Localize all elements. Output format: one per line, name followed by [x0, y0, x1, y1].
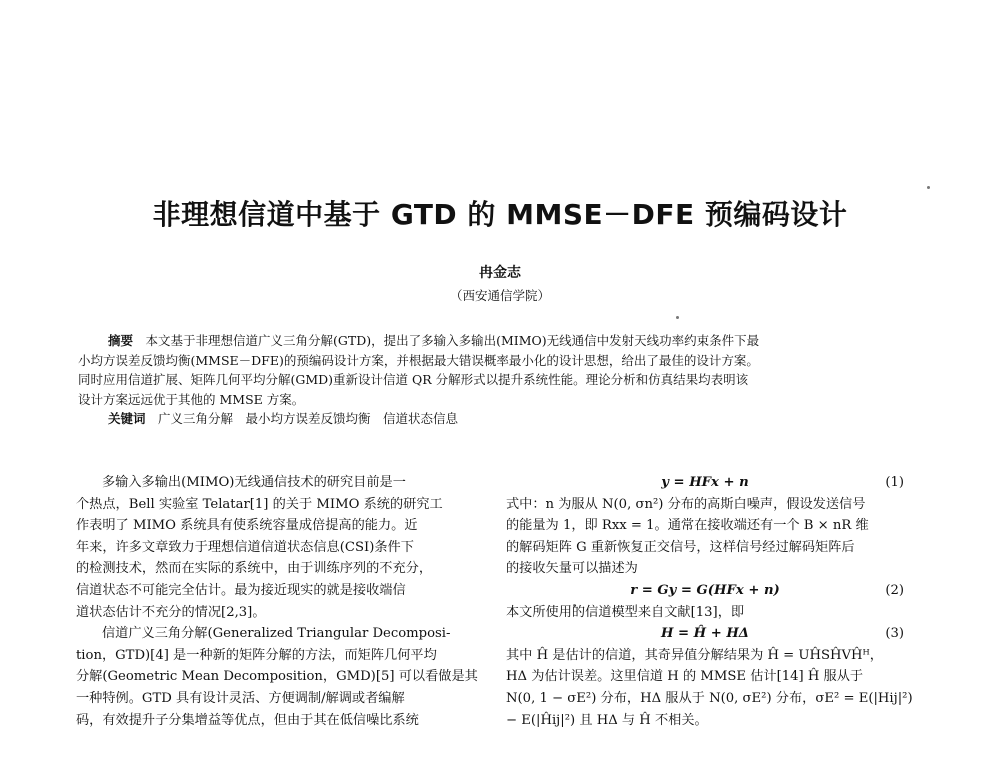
equation-3: [506, 623, 904, 645]
author-name: 冉金志: [479, 265, 521, 281]
body-line: 的检测技术，然而在实际的系统中，由于训练序列的不充分，: [76, 561, 433, 577]
body-line: 多输入多输出(MIMO)无线通信技术的研究目前是一: [102, 475, 406, 490]
body-line: 其中 Ĥ 是估计的信道，其奇异值分解结果为 Ĥ = UĤSĤVĤᴴ，: [506, 647, 883, 663]
scan-speck: [676, 316, 679, 319]
body-line: 的接收矢量可以描述为: [506, 561, 638, 577]
keywords-label: 关键词: [108, 411, 146, 427]
body-line: 分解(Geometric Mean Decomposition，GMD)[5] 可以看做是其: [76, 669, 478, 685]
body-line: HΔ 为估计误差。这里信道 H 的 MMSE 估计[14] Ĥ 服从于: [506, 669, 864, 685]
scan-speck: [927, 186, 930, 189]
body-line: 式中：n 为服从 N(0, σn²) 分布的高斯白噪声，假设发送信号: [506, 496, 866, 512]
body-line: 信道广义三角分解(Generalized Triangular Decomposi-: [102, 626, 451, 642]
paper-title: 非理想信道中基于 GTD 的 MMSE－DFE 预编码设计: [152, 198, 848, 231]
equation-1: [506, 472, 904, 494]
body-left-column: [76, 472, 476, 731]
body-line: 个热点，Bell 实验室 Telatar[1] 的关于 MIMO 系统的研究工: [76, 496, 443, 512]
abstract-line: 小均方误差反馈均衡(MMSE－DFE)的预编码设计方案，并根据最大错误概率最小化的设计思想，给出了最佳的设计方案。: [78, 352, 759, 368]
body-line: 道状态估计不充分的情况[2,3]。: [76, 604, 266, 620]
body-line: 的能量为 1，即 Rxx = 1。通常在接收端还有一个 B × nR 维: [506, 518, 869, 534]
abstract-line: 摘要 本文基于非理想信道广义三角分解(GTD)，提出了多输入多输出(MIMO)无线通信中发射天线功率约束条件下最: [108, 333, 760, 348]
abstract-line: 同时应用信道扩展、矩阵几何平均分解(GMD)重新设计信道 QR 分解形式以提升系统性能。理论分析和仿真结果均表明该: [78, 372, 749, 388]
abstract-line: 设计方案远远优于其他的 MMSE 方案。: [78, 391, 305, 407]
abstract-label: 摘要: [108, 333, 134, 348]
equation-2: [506, 580, 904, 602]
abstract-block: [78, 331, 924, 429]
equation-formula: y = HFx + n: [661, 475, 749, 490]
equation-number: (2): [885, 582, 904, 598]
body-line: tion，GTD)[4] 是一种新的矩阵分解的方法，而矩阵几何平均: [76, 647, 437, 663]
body-line: N(0, 1 − σE²) 分布，HΔ 服从于 N(0, σE²) 分布，σE² = E(|Hij|²): [506, 690, 913, 706]
body-line: 本文所使用的信道模型来自文献[13]，即: [506, 604, 745, 620]
body-line: 一种特例。GTD 具有设计灵活、方便调制/解调或者编解: [76, 690, 405, 706]
body-line: 的解码矩阵 G 重新恢复正交信号，这样信号经过解码矩阵后: [506, 539, 855, 555]
body-line: 信道状态不可能完全估计。最为接近现实的就是接收端信: [76, 582, 406, 598]
keywords-line: [78, 409, 924, 429]
body-line: 作表明了 MIMO 系统具有使系统容量成倍提高的能力。近: [76, 518, 418, 534]
equation-formula: H = Ĥ + HΔ: [660, 626, 750, 642]
body-right-column: [506, 472, 913, 731]
equation-number: (1): [885, 475, 904, 490]
equation-formula: r = Gy = G(HFx + n): [630, 582, 780, 598]
author-affiliation: （西安通信学院）: [449, 288, 550, 303]
keywords-text: 广义三角分解 最小均方误差反馈均衡 信道状态信息: [158, 411, 459, 427]
body-line: 年来，许多文章致力于理想信道信道状态信息(CSI)条件下: [76, 539, 414, 555]
body-line: − E(|Ĥij|²) 且 HΔ 与 Ĥ 不相关。: [506, 712, 708, 728]
body-line: 码，有效提升子分集增益等优点，但由于其在低信噪比系统: [76, 712, 419, 728]
equation-number: (3): [885, 626, 904, 642]
